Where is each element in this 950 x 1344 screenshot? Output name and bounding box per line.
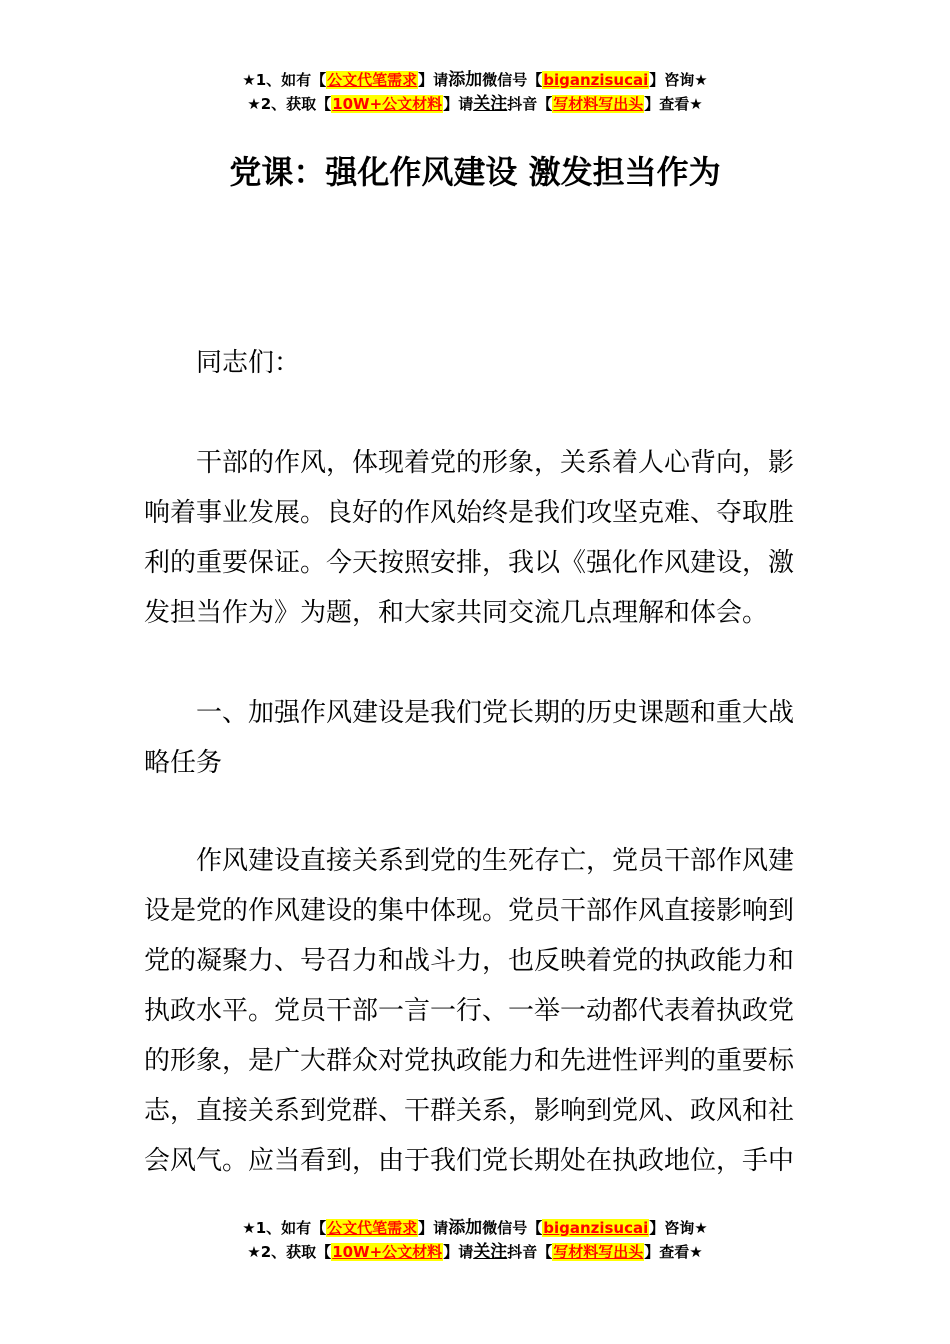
footer-follow-emphasis: 关注 bbox=[473, 1242, 508, 1262]
paragraph-line: 响着事业发展。良好的作风始终是我们攻坚克难、夺取胜 bbox=[144, 498, 795, 528]
header-line-2-mid: 】请 bbox=[443, 95, 474, 113]
header-line-1 bbox=[0, 68, 950, 92]
footer-line-1-mid: 】请 bbox=[418, 1219, 449, 1237]
footer-add-emphasis: 添加 bbox=[448, 1218, 483, 1238]
header-follow-emphasis: 关注 bbox=[473, 94, 508, 114]
header-line-2-prefix: ★2、获取【 bbox=[247, 95, 332, 113]
header-wechat-id-highlight: biganzisucai bbox=[543, 71, 649, 89]
footer-douyin-highlight: 写材料写出头 bbox=[553, 1243, 644, 1261]
paragraph-line: 发担当作为》为题，和大家共同交流几点理解和体会。 bbox=[144, 598, 769, 628]
header-materials-highlight: 10W+公文材料 bbox=[332, 95, 443, 113]
footer-line-2-mid2: 抖音【 bbox=[507, 1243, 553, 1261]
salutation-text: 同志们： bbox=[196, 348, 301, 378]
section-heading-1 bbox=[144, 688, 807, 788]
paragraph-line: 干部的作风，体现着党的形象，关系着人心背向，影 bbox=[196, 448, 795, 478]
paragraph-intro bbox=[144, 438, 807, 638]
heading-line: 略任务 bbox=[144, 748, 223, 778]
footer-service-highlight: 公文代笔需求 bbox=[327, 1219, 418, 1237]
header-line-1-suffix: 】咨询★ bbox=[649, 71, 708, 89]
paragraph-line: 会风气。应当看到，由于我们党长期处在执政地位，手中 bbox=[144, 1146, 795, 1176]
header-banner bbox=[0, 68, 950, 116]
paragraph-line: 党的凝聚力、号召力和战斗力，也反映着党的执政能力和 bbox=[144, 946, 795, 976]
footer-banner bbox=[0, 1216, 950, 1264]
header-service-highlight: 公文代笔需求 bbox=[327, 71, 418, 89]
footer-line-2-mid: 】请 bbox=[443, 1243, 474, 1261]
paragraph-section-1 bbox=[144, 836, 807, 1186]
header-line-2-suffix: 】查看★ bbox=[644, 95, 703, 113]
header-add-emphasis: 添加 bbox=[448, 70, 483, 90]
salutation bbox=[144, 338, 807, 388]
header-line-1-mid2: 微信号【 bbox=[482, 71, 543, 89]
header-line-1-prefix: ★1、如有【 bbox=[242, 71, 327, 89]
heading-line: 一、加强作风建设是我们党长期的历史课题和重大战 bbox=[196, 698, 795, 728]
footer-line-1-prefix: ★1、如有【 bbox=[242, 1219, 327, 1237]
paragraph-line: 利的重要保证。今天按照安排，我以《强化作风建设，激 bbox=[144, 548, 795, 578]
paragraph-line: 执政水平。党员干部一言一行、一举一动都代表着执政党 bbox=[144, 996, 795, 1026]
footer-wechat-id-highlight: biganzisucai bbox=[543, 1219, 649, 1237]
header-douyin-highlight: 写材料写出头 bbox=[553, 95, 644, 113]
header-line-2 bbox=[0, 92, 950, 116]
paragraph-line: 的形象，是广大群众对党执政能力和先进性评判的重要标 bbox=[144, 1046, 795, 1076]
footer-line-1 bbox=[0, 1216, 950, 1240]
footer-line-2-suffix: 】查看★ bbox=[644, 1243, 703, 1261]
footer-line-1-suffix: 】咨询★ bbox=[649, 1219, 708, 1237]
paragraph-line: 作风建设直接关系到党的生死存亡，党员干部作风建 bbox=[196, 846, 795, 876]
header-line-2-mid2: 抖音【 bbox=[507, 95, 553, 113]
paragraph-line: 设是党的作风建设的集中体现。党员干部作风直接影响到 bbox=[144, 896, 795, 926]
header-line-1-mid: 】请 bbox=[418, 71, 449, 89]
footer-line-2 bbox=[0, 1240, 950, 1264]
footer-line-1-mid2: 微信号【 bbox=[482, 1219, 543, 1237]
footer-materials-highlight: 10W+公文材料 bbox=[332, 1243, 443, 1261]
document-title: 党课：强化作风建设 激发担当作为 bbox=[229, 153, 721, 191]
paragraph-line: 志，直接关系到党群、干群关系，影响到党风、政风和社 bbox=[144, 1096, 795, 1126]
footer-line-2-prefix: ★2、获取【 bbox=[247, 1243, 332, 1261]
